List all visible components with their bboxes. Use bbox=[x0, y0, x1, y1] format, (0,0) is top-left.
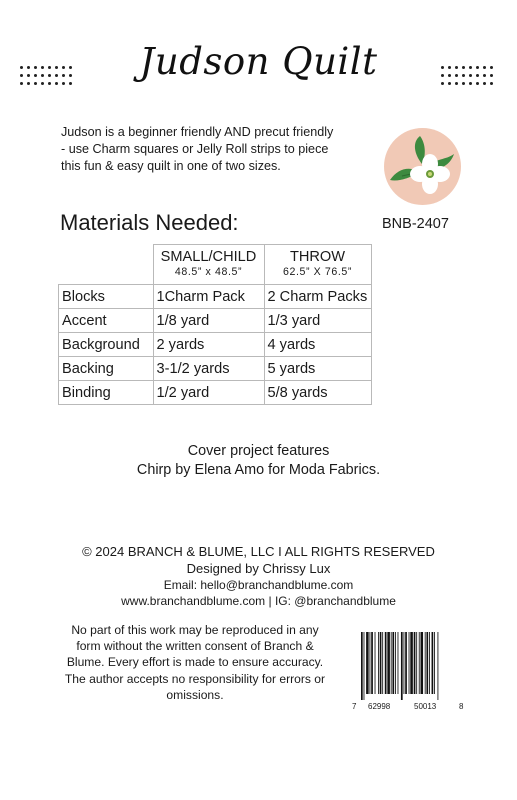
table-row bbox=[59, 333, 372, 357]
barcode-bar bbox=[434, 632, 435, 694]
table-row bbox=[59, 381, 372, 405]
barcode-bar bbox=[432, 632, 434, 694]
cover-line-1: Cover project features bbox=[187, 443, 330, 459]
intro-text: Judson is a beginner friendly AND precut friendly - use Charm squares or Jelly Roll strips to piece this fun & easy quilt in one of two sizes. bbox=[61, 125, 334, 173]
column-size: 48.5” x 48.5” bbox=[174, 265, 243, 278]
barcode-bar bbox=[429, 632, 430, 694]
barcode-bar bbox=[416, 632, 417, 694]
barcode-bar bbox=[426, 632, 428, 694]
barcode-bar bbox=[398, 632, 399, 694]
column-size: 62.5” X 76.5” bbox=[282, 265, 353, 278]
table-corner-cell bbox=[59, 245, 154, 285]
barcode-bar bbox=[405, 632, 407, 694]
dogwood-logo bbox=[384, 128, 461, 205]
dogwood-flower-icon bbox=[384, 128, 461, 205]
designer-line: Designed by Chrissy Lux bbox=[186, 561, 331, 576]
material-throw: 2 Charm Packs bbox=[264, 285, 371, 309]
barcode-bar bbox=[410, 632, 413, 694]
table-header-row bbox=[59, 245, 372, 285]
email-line: Email: hello@branchandblume.com bbox=[163, 578, 354, 592]
barcode-bar bbox=[395, 632, 396, 694]
cover-fabric-note bbox=[0, 442, 517, 480]
barcode-bar bbox=[375, 632, 376, 694]
material-small: 1/8 yard bbox=[153, 309, 264, 333]
column-name: THROW bbox=[289, 248, 346, 265]
barcode-bar bbox=[401, 632, 403, 700]
material-item: Blocks bbox=[59, 285, 154, 309]
material-item: Accent bbox=[59, 309, 154, 333]
barcode-bar bbox=[404, 632, 405, 694]
material-throw: 5/8 yards bbox=[264, 381, 371, 405]
table-row bbox=[59, 285, 372, 309]
barcode-bar bbox=[391, 632, 392, 694]
barcode-bar bbox=[364, 632, 365, 700]
materials-table bbox=[58, 244, 372, 405]
material-item: Binding bbox=[59, 381, 154, 405]
material-item: Backing bbox=[59, 357, 154, 381]
barcode-digit-lead: 7 bbox=[352, 702, 357, 711]
barcode-digit-check: 8 bbox=[459, 702, 464, 711]
material-item: Background bbox=[59, 333, 154, 357]
material-throw: 1/3 yard bbox=[264, 309, 371, 333]
barcode-bar bbox=[392, 632, 394, 694]
copyright-line: © 2024 BRANCH & BLUME, LLC I ALL RIGHTS RESERVED bbox=[82, 544, 435, 559]
column-header-small bbox=[153, 245, 264, 285]
pattern-code: BNB-2407 bbox=[382, 216, 449, 232]
barcode-icon bbox=[359, 632, 463, 700]
barcode-bar bbox=[382, 632, 383, 694]
barcode-digits-right: 50013 bbox=[414, 702, 437, 711]
materials-heading: Materials Needed: bbox=[60, 210, 239, 235]
credits-block bbox=[0, 543, 517, 609]
barcode-bar bbox=[371, 632, 373, 694]
disclaimer-text: No part of this work may be reproduced in any form without the written consent of Branch & Blume. Every effort is made to ensure accuracy. The author accepts no responsibility for errors or omissions. bbox=[64, 623, 326, 702]
material-small: 1/2 yard bbox=[153, 381, 264, 405]
material-small: 3-1/2 yards bbox=[153, 357, 264, 381]
barcode-bar bbox=[361, 632, 363, 700]
barcode-bar bbox=[366, 632, 369, 694]
barcode-bar bbox=[380, 632, 382, 694]
column-name: SMALL/CHILD bbox=[160, 248, 257, 265]
material-small: 1Charm Pack bbox=[153, 285, 264, 309]
barcode-bar bbox=[421, 632, 424, 694]
barcode-bar bbox=[409, 632, 410, 694]
material-small: 2 yards bbox=[153, 333, 264, 357]
barcode-bar bbox=[387, 632, 390, 694]
barcode-bar bbox=[385, 632, 387, 694]
barcode-bar bbox=[438, 632, 439, 700]
barcode-digits-left: 62998 bbox=[368, 702, 391, 711]
cover-line-2: Chirp by Elena Amo for Moda Fabrics. bbox=[136, 462, 381, 478]
column-header-throw bbox=[264, 245, 371, 285]
material-throw: 4 yards bbox=[264, 333, 371, 357]
barcode-bar bbox=[419, 632, 420, 694]
barcode-bar bbox=[425, 632, 426, 694]
barcode-bar bbox=[378, 632, 379, 694]
table-row bbox=[59, 357, 372, 381]
barcode-bar bbox=[414, 632, 416, 694]
material-throw: 5 yards bbox=[264, 357, 371, 381]
table-row bbox=[59, 309, 372, 333]
barcode-bar bbox=[370, 632, 371, 694]
web-line: www.branchandblume.com | IG: @branchandblume bbox=[121, 594, 396, 608]
pattern-title: Judson Quilt bbox=[139, 40, 378, 83]
